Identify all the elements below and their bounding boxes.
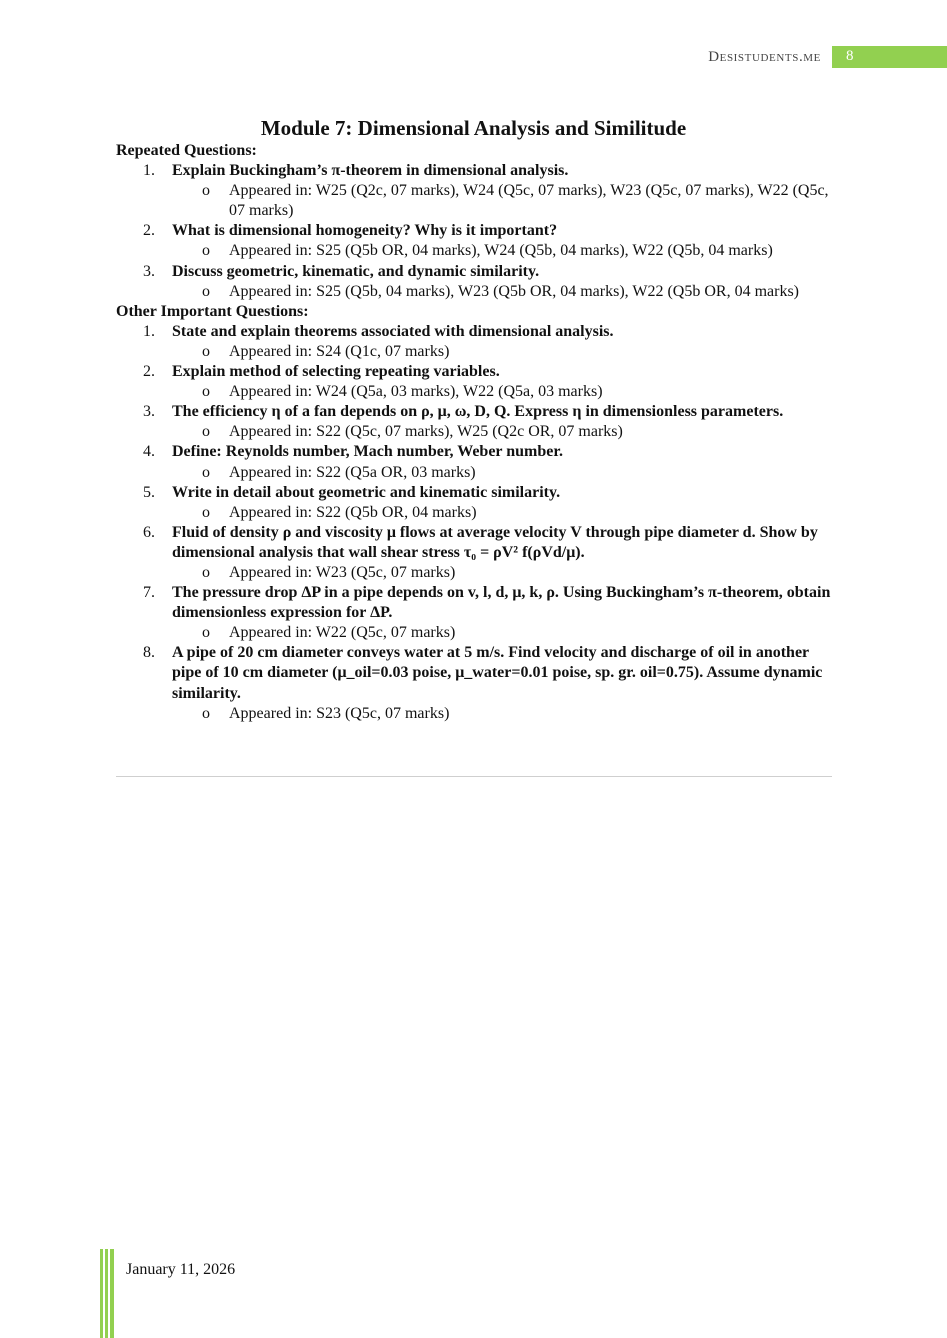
footer-accent-bar-2 — [105, 1249, 108, 1338]
question-item — [116, 523, 836, 563]
question-number: 2. — [143, 363, 155, 381]
page-title: Module 7: Dimensional Analysis and Similitude — [260, 116, 687, 140]
question-item — [116, 442, 836, 462]
question-number: 2. — [143, 222, 155, 240]
bullet-icon: o — [202, 463, 210, 481]
question-item — [116, 583, 836, 623]
footer-date: January 11, 2026 — [126, 1261, 236, 1278]
appeared-in-item — [116, 382, 836, 402]
question-text: The pressure drop ΔP in a pipe depends on v, l, d, μ, k, ρ. Using Buckingham’s π-theorem, obtain dimensionless expression for ΔP. — [172, 584, 831, 622]
appeared-in-text: Appeared in: S25 (Q5b, 04 marks), W23 (Q5b OR, 04 marks), W22 (Q5b OR, 04 marks) — [229, 282, 799, 300]
section-divider — [116, 776, 832, 777]
question-item — [116, 221, 836, 241]
question-number: 1. — [143, 322, 155, 340]
header-site-name: Desistudents.me — [708, 49, 821, 65]
appeared-in-text: Appeared in: W23 (Q5c, 07 marks) — [229, 563, 456, 581]
bullet-icon: o — [202, 503, 210, 521]
question-number: 1. — [143, 162, 155, 180]
question-text: Discuss geometric, kinematic, and dynamic similarity. — [172, 262, 540, 280]
question-item — [116, 483, 836, 503]
bullet-icon: o — [202, 383, 210, 401]
question-item — [116, 402, 836, 422]
page-number-badge: 8 — [832, 46, 947, 68]
appeared-in-item — [116, 463, 836, 483]
question-item — [116, 262, 836, 282]
appeared-in-text: Appeared in: W24 (Q5a, 03 marks), W22 (Q5a, 03 marks) — [229, 383, 603, 401]
appeared-in-item — [116, 241, 836, 261]
section-heading: Repeated Questions: — [116, 142, 257, 159]
footer-accent-bar-3 — [110, 1249, 114, 1338]
question-text: The efficiency η of a fan depends on ρ, μ, ω, D, Q. Express η in dimensionless parameters. — [172, 403, 784, 421]
appeared-in-item — [116, 181, 836, 221]
question-number: 8. — [143, 644, 155, 662]
bullet-icon: o — [202, 704, 210, 722]
appeared-in-item — [116, 282, 836, 302]
bullet-icon: o — [202, 282, 210, 300]
section-heading: Other Important Questions: — [116, 302, 309, 320]
appeared-in-item — [116, 563, 836, 583]
appeared-in-item — [116, 503, 836, 523]
question-text: What is dimensional homogeneity? Why is it important? — [172, 222, 558, 240]
question-number: 3. — [143, 403, 155, 421]
question-number: 3. — [143, 262, 155, 280]
appeared-in-item — [116, 342, 836, 362]
bullet-icon: o — [202, 242, 210, 260]
appeared-in-text: Appeared in: S25 (Q5b OR, 04 marks), W24 (Q5b, 04 marks), W22 (Q5b, 04 marks) — [229, 242, 773, 260]
appeared-in-item — [116, 623, 836, 643]
question-text: Define: Reynolds number, Mach number, Weber number. — [172, 443, 563, 461]
question-text: Fluid of density ρ and viscosity μ flows at average velocity V through pipe diameter d. Show by dimensional analysis that wall shear stress τ₀ = ρV² f(ρVd/μ). — [172, 523, 818, 561]
question-text: A pipe of 20 cm diameter conveys water at 5 m/s. Find velocity and discharge of oil in another pipe of 10 cm diameter (μ_oil=0.03 poise, μ_water=0.01 poise, sp. gr. oil=0.75). Assume dynamic similarity. — [172, 644, 823, 702]
question-number: 4. — [143, 443, 155, 461]
bullet-icon: o — [202, 563, 210, 581]
appeared-in-text: Appeared in: S23 (Q5c, 07 marks) — [229, 704, 450, 722]
question-number: 7. — [143, 584, 155, 602]
bullet-icon: o — [202, 342, 210, 360]
appeared-in-text: Appeared in: W22 (Q5c, 07 marks) — [229, 624, 456, 642]
appeared-in-text: Appeared in: S24 (Q1c, 07 marks) — [229, 342, 450, 360]
bullet-icon: o — [202, 624, 210, 642]
appeared-in-text: Appeared in: S22 (Q5c, 07 marks), W25 (Q2c OR, 07 marks) — [229, 423, 623, 441]
question-item — [116, 362, 836, 382]
appeared-in-text: Appeared in: S22 (Q5a OR, 03 marks) — [229, 463, 476, 481]
question-text: Write in detail about geometric and kinematic similarity. — [172, 483, 561, 501]
bullet-icon: o — [202, 182, 210, 200]
question-item — [116, 161, 836, 181]
question-text: Explain Buckingham’s π-theorem in dimensional analysis. — [172, 162, 569, 180]
appeared-in-text: Appeared in: W25 (Q2c, 07 marks), W24 (Q5c, 07 marks), W23 (Q5c, 07 marks), W22 (Q5c, 07 marks) — [229, 182, 829, 220]
question-item — [116, 643, 836, 703]
document-body — [116, 141, 836, 724]
footer-accent-bar-1 — [100, 1249, 103, 1338]
question-text: Explain method of selecting repeating variables. — [172, 363, 500, 381]
question-item — [116, 322, 836, 342]
bullet-icon: o — [202, 423, 210, 441]
question-number: 5. — [143, 483, 155, 501]
appeared-in-text: Appeared in: S22 (Q5b OR, 04 marks) — [229, 503, 477, 521]
question-number: 6. — [143, 523, 155, 541]
appeared-in-item — [116, 704, 836, 724]
appeared-in-item — [116, 422, 836, 442]
question-text: State and explain theorems associated with dimensional analysis. — [172, 322, 614, 340]
